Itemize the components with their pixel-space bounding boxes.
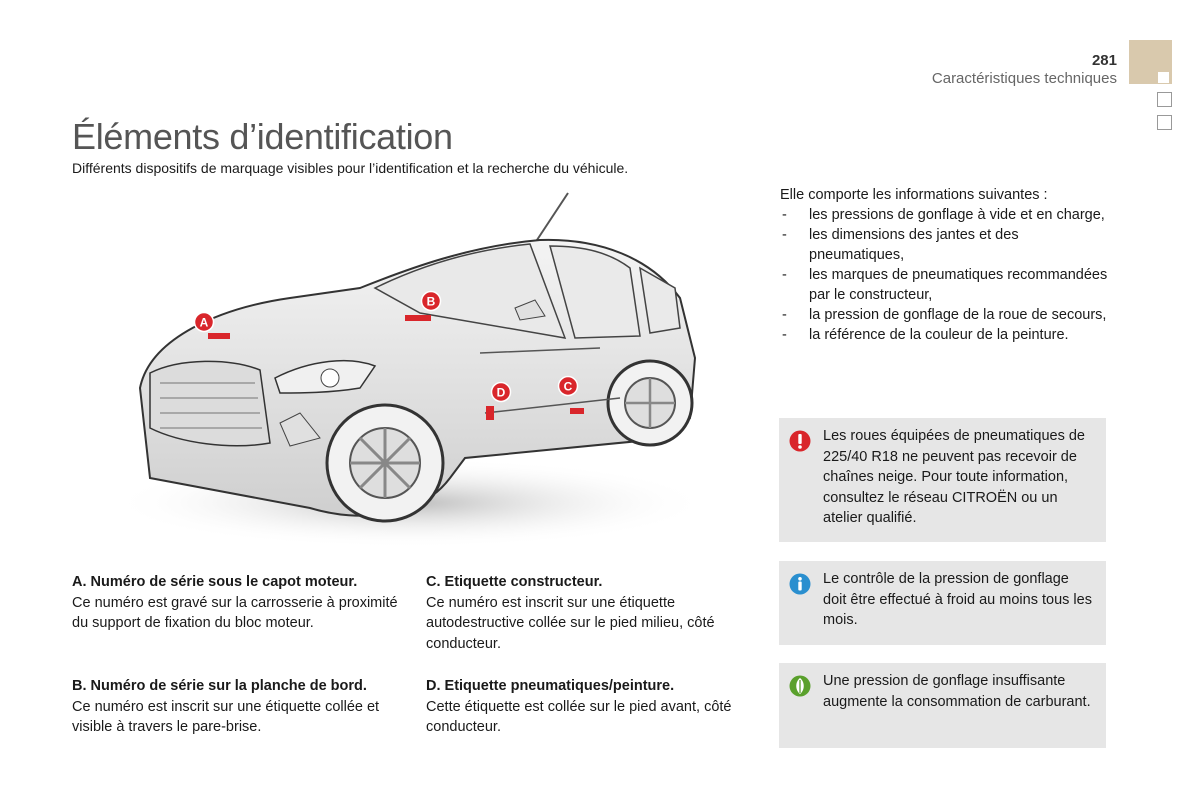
info-list-item: - la pression de gonflage de la roue de secours, [780,305,1110,325]
info-icon [789,573,811,595]
marker-c-text: C [563,379,573,394]
section-tab-box [1157,92,1172,107]
info-note [779,561,1106,645]
front-grille [150,361,270,445]
info-section [780,185,1110,345]
car-antenna [535,193,568,243]
description-d-text: Cette étiquette est collée sur le pied avant, côté conducteur. [426,698,732,735]
description-d [426,676,761,738]
marker-d [492,383,511,402]
description-a-heading: A. Numéro de série sous le capot moteur. [72,574,358,590]
marker-d-label [486,406,494,420]
warning-note-text: Les roues équipées de pneumatiques de 225/40 R18 ne peuvent pas recevoir de chaînes neige. Pour toute information, consultez le réseau CITROËN ou un atelier qualifié. [823,428,1085,526]
info-note-text: Le contrôle de la pression de gonflage doit être effectué à froid au moins tous les mois. [823,571,1092,628]
section-tab-box [1157,115,1172,130]
info-list-item: - les pressions de gonflage à vide et en charge, [780,205,1110,225]
info-intro: Elle comporte les informations suivantes : [780,187,1048,203]
marker-b-text: B [426,294,436,309]
marker-a-text: A [199,315,209,330]
info-list-item: - les dimensions des jantes et des pneumatiques, [780,225,1110,265]
eco-note-text: Une pression de gonflage insuffisante augmente la consommation de carburant. [823,673,1091,710]
front-rim-spokes [350,428,420,498]
description-c [426,572,761,654]
marker-b-label [405,315,431,321]
description-c-text: Ce numéro est inscrit sur une étiquette autodestructive collée sur le pied milieu, côté conducteur. [426,594,715,652]
page-subtitle: Différents dispositifs de marquage visibles pour l’identification et la recherche du véhicule. [72,160,629,176]
info-list-item: - les marques de pneumatiques recommandées par le constructeur, [780,265,1110,305]
marker-c [559,377,578,396]
info-list [780,205,1110,345]
section-title: Caractéristiques techniques [931,70,1117,87]
warning-icon [789,430,811,452]
description-b-heading: B. Numéro de série sur la planche de bord. [72,678,367,694]
marker-d-text: D [496,385,506,400]
description-a [72,572,407,634]
section-tab-marker [1158,72,1169,83]
warning-note [779,418,1106,542]
info-list-item: - la référence de la couleur de la peinture. [780,325,1110,345]
page-number: 281 [1091,52,1117,69]
description-b [72,676,407,738]
marker-c-label [570,408,584,414]
eco-leaf-icon [789,675,811,697]
description-d-heading: D. Etiquette pneumatiques/peinture. [426,678,675,694]
page-title: Éléments d’identification [72,116,453,157]
headlight-lens [321,369,339,387]
eco-note [779,663,1106,748]
marker-a [195,313,214,332]
description-c-heading: C. Etiquette constructeur. [426,574,603,590]
description-b-text: Ce numéro est inscrit sur une étiquette collée et visible à travers le pare-brise. [72,698,380,735]
car-illustration [120,188,700,553]
marker-a-label [208,333,230,339]
marker-b [422,292,441,311]
description-a-text: Ce numéro est gravé sur la carrosserie à proximité du support de fixation du bloc moteur. [72,594,398,631]
